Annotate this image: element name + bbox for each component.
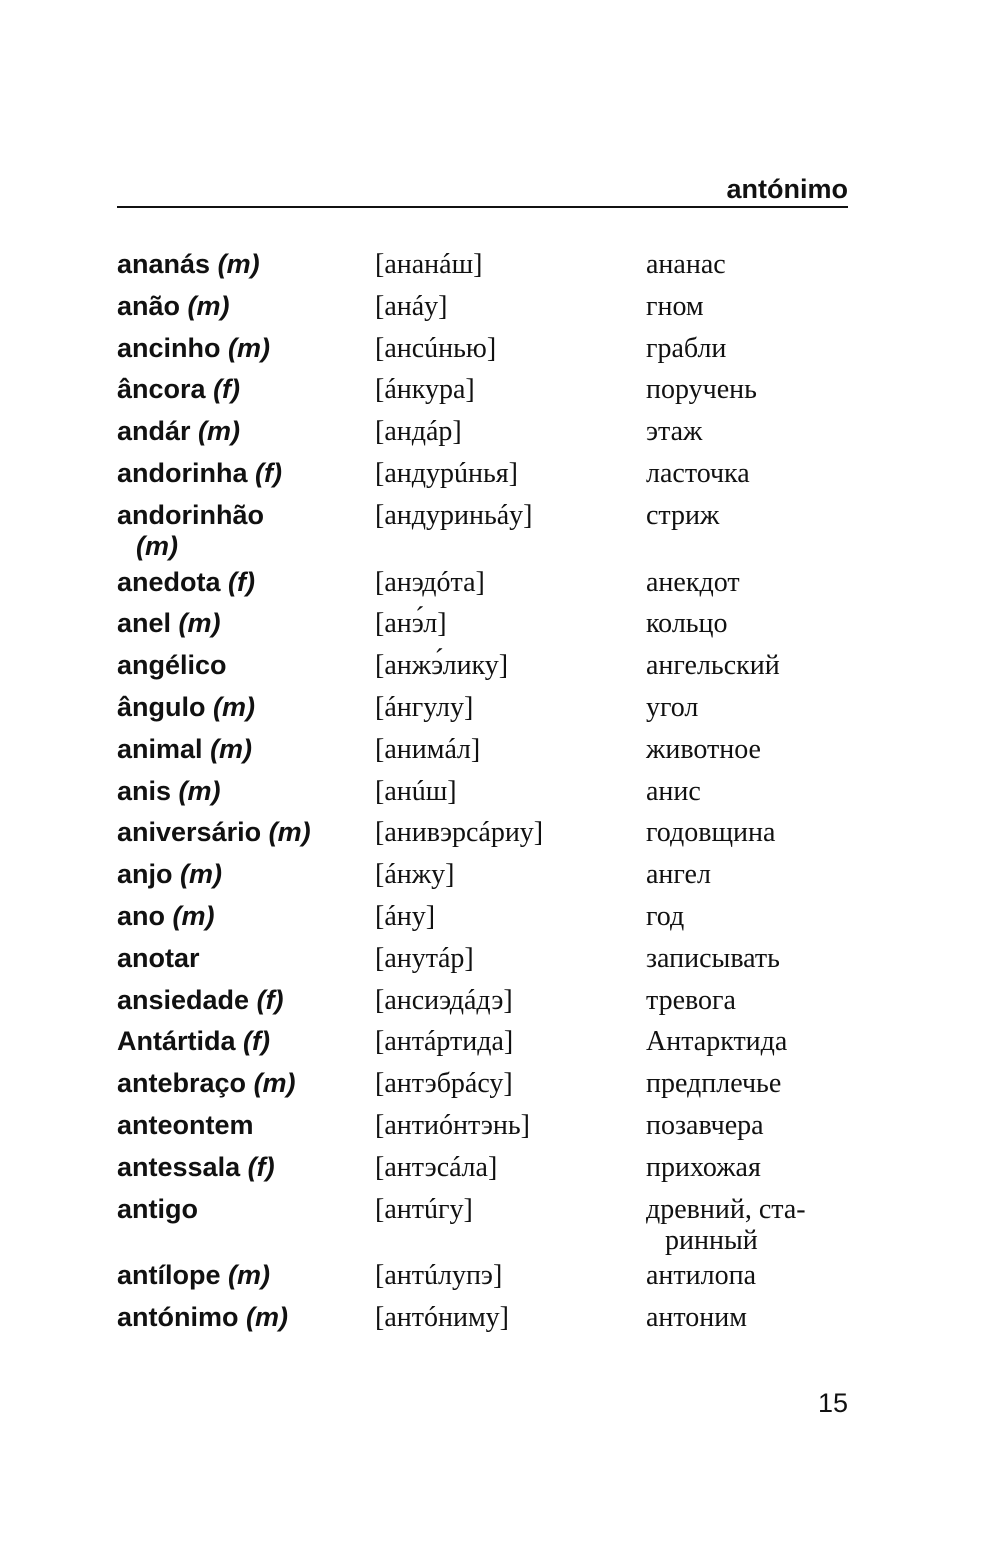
translation-text: гном [646, 290, 704, 322]
entry-word [117, 291, 367, 322]
translation-text: антилопа [646, 1260, 757, 1292]
translation-text: ангел [646, 859, 711, 891]
pronunciation: [áну] [375, 901, 436, 932]
gender-label: (m) [178, 775, 221, 806]
gender-label: (m) [246, 1302, 289, 1333]
pronunciation: [антáртида] [375, 1026, 514, 1058]
headword: antílope [117, 1260, 221, 1291]
entry-word [117, 776, 367, 807]
translation-text: ананас [646, 249, 726, 280]
translation [646, 500, 846, 531]
gender-label: (m) [253, 1068, 296, 1099]
entry-word [117, 1302, 367, 1333]
translation-text: записывать [646, 942, 780, 974]
entry-word [117, 1068, 367, 1099]
translation [646, 776, 846, 807]
gender-label: (m) [136, 530, 178, 561]
pronunciation: [антэбрáсу] [375, 1068, 513, 1100]
gender-label: (m) [178, 608, 221, 639]
entry-word [117, 1110, 367, 1141]
translation [646, 650, 846, 681]
entry-word [117, 1260, 367, 1291]
gender-label: (m) [198, 416, 241, 447]
headword: anedota [117, 566, 221, 597]
gender-label: (m) [210, 733, 253, 764]
translation [646, 1260, 846, 1291]
translation-text: этаж [646, 416, 703, 448]
gender-label: (m) [228, 332, 271, 363]
gender-label: (m) [180, 859, 223, 890]
translation-text: анекдот [646, 566, 740, 598]
pronunciation: [антэсáла] [375, 1151, 498, 1183]
gender-label: (f) [228, 566, 256, 597]
headword: anel [117, 608, 172, 639]
translation [646, 1068, 846, 1099]
pronunciation: [анэ́л] [375, 608, 447, 640]
headword: antebraço [117, 1068, 247, 1099]
page-number: 15 [817, 1388, 848, 1418]
translation-text: древний, ста- [646, 1193, 806, 1225]
translation-text: год [646, 901, 685, 932]
entry-word [117, 734, 367, 765]
headword: antessala [117, 1151, 241, 1182]
headword: animal [117, 733, 203, 764]
translation [646, 1026, 846, 1057]
translation-text: угол [646, 692, 699, 723]
headword: angélico [117, 650, 227, 681]
entry-word [117, 249, 367, 280]
pronunciation: [áнжу] [375, 859, 455, 891]
gender-label: (f) [247, 1151, 275, 1182]
translation-text: позавчера [646, 1110, 764, 1141]
header-rule [117, 206, 848, 208]
pronunciation: [антúлупэ] [375, 1260, 503, 1292]
pronunciation: [антиóнтэнь] [375, 1110, 530, 1141]
pronunciation: [андурúнья] [375, 458, 518, 489]
translation-text: Антарктида [646, 1026, 788, 1058]
entry-word [117, 1194, 367, 1225]
translation [646, 859, 846, 890]
pronunciation: [áнкура] [375, 374, 475, 406]
pronunciation: [ансиэдáдэ] [375, 984, 513, 1016]
translation [646, 901, 846, 932]
translation [646, 333, 846, 364]
gender-label: (m) [268, 817, 311, 848]
entry-word [117, 567, 367, 598]
headword: anis [117, 775, 172, 806]
translation [646, 608, 846, 639]
gender-label: (f) [255, 458, 283, 488]
translation [646, 458, 846, 489]
translation [646, 817, 846, 848]
translation-text: прихожая [646, 1151, 761, 1183]
gender-label: (m) [187, 290, 230, 321]
headword: ano [117, 901, 166, 931]
running-head: antónimo [726, 174, 848, 204]
entry-word [117, 374, 367, 405]
pronunciation: [антóниму] [375, 1302, 509, 1334]
gender-label: (m) [228, 1260, 271, 1291]
gender-label: (m) [172, 901, 215, 931]
headword: andorinhão [117, 499, 264, 530]
entry-word [117, 1152, 367, 1183]
translation-text: годовщина [646, 817, 776, 849]
translation-text: тревога [646, 984, 736, 1016]
translation-text: стриж [646, 499, 720, 531]
translation-text: анис [646, 775, 701, 807]
pronunciation: [анáу] [375, 290, 448, 322]
translation [646, 1194, 846, 1256]
headword: ângulo [117, 692, 206, 722]
translation [646, 374, 846, 405]
entry-word [117, 985, 367, 1016]
translation [646, 985, 846, 1016]
translation [646, 1152, 846, 1183]
pronunciation: [анутáр] [375, 942, 474, 974]
entry-word [117, 458, 367, 489]
headword: ancinho [117, 332, 221, 363]
gender-label: (f) [213, 374, 241, 405]
gender-label: (f) [243, 1026, 271, 1057]
translation-text: кольцо [646, 608, 728, 640]
headword: anotar [117, 942, 200, 973]
translation-text: ангельский [646, 650, 780, 682]
headword: anteontem [117, 1110, 254, 1140]
gender-label: (m) [217, 249, 260, 279]
translation [646, 416, 846, 447]
translation-text: предплечье [646, 1068, 782, 1100]
entry-word [117, 608, 367, 639]
entry-word [117, 1026, 367, 1057]
translation [646, 1110, 846, 1141]
translation [646, 734, 846, 765]
translation [646, 943, 846, 974]
translation [646, 692, 846, 723]
translation-text: поручень [646, 374, 757, 406]
entry-word [117, 692, 367, 723]
entry-word [117, 859, 367, 890]
entry-word [117, 500, 367, 562]
pronunciation: [андáр] [375, 416, 462, 448]
headword: âncora [117, 374, 206, 405]
translation-continuation: ринный [665, 1224, 758, 1256]
pronunciation: [анжэ́лику] [375, 650, 509, 682]
headword: anjo [117, 859, 173, 890]
headword: ansiedade [117, 984, 250, 1015]
pronunciation: [анивэрсáриу] [375, 817, 544, 849]
headword: anão [117, 290, 181, 321]
translation-text: ласточка [646, 458, 750, 489]
headword: antigo [117, 1193, 198, 1224]
entry-word [117, 943, 367, 974]
entry-word [117, 650, 367, 681]
translation [646, 249, 846, 280]
pronunciation: [антúгу] [375, 1193, 473, 1225]
translation-text: грабли [646, 332, 727, 364]
pronunciation: [анимáл] [375, 733, 481, 765]
headword: aniversário [117, 817, 262, 848]
headword: andorinha [117, 458, 248, 488]
entry-word [117, 817, 367, 848]
headword: andár [117, 416, 191, 447]
headword: Antártida [117, 1026, 236, 1057]
pronunciation: [андуриньáу] [375, 499, 533, 531]
translation [646, 291, 846, 322]
translation-text: животное [646, 733, 761, 765]
pronunciation: [áнгулу] [375, 692, 474, 723]
entry-word [117, 416, 367, 447]
translation [646, 1302, 846, 1333]
translation-text: антоним [646, 1302, 747, 1334]
gender-label: (f) [256, 984, 284, 1015]
gender-label: (m) [213, 692, 256, 722]
translation [646, 567, 846, 598]
entry-word [117, 901, 367, 932]
pronunciation: [ананáш] [375, 249, 483, 280]
headword: ananás [117, 249, 211, 279]
pronunciation: [анэдóта] [375, 566, 485, 598]
pronunciation: [анúш] [375, 775, 457, 807]
headword: antónimo [117, 1302, 239, 1333]
entry-word [117, 333, 367, 364]
pronunciation: [ансúнью] [375, 332, 497, 364]
